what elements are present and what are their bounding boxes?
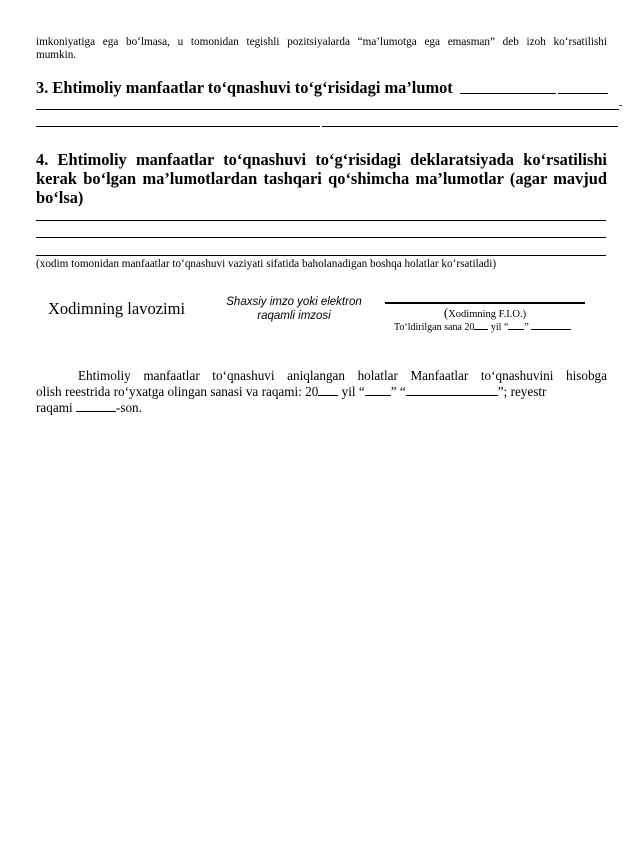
registry-day-blank[interactable]	[365, 384, 391, 396]
registry-line-2-prefix: olish reestrida ro‘yxatga olingan sanasi va raqami: 20	[36, 384, 319, 399]
filled-date-day-blank[interactable]	[508, 320, 524, 330]
intro-line-2: mumkin.	[36, 49, 77, 61]
registry-line-3	[36, 400, 142, 416]
section-4-heading-line-3: bo‘lsa)	[36, 188, 84, 207]
section-4-fill-line-3[interactable]	[36, 255, 606, 256]
registry-line-2-yil: yil “	[338, 384, 365, 399]
registry-year-blank[interactable]	[318, 384, 338, 396]
section-4-fill-line-1[interactable]	[36, 220, 606, 221]
filled-date-quote-close: ”	[524, 322, 532, 333]
full-name-line[interactable]	[385, 302, 585, 304]
section-3-line-dot: -	[619, 100, 623, 111]
registry-line-2-mid: ” “	[390, 384, 406, 399]
filled-date-yil: yil “	[488, 322, 509, 333]
registry-line-2	[36, 384, 607, 400]
section-3-fill-line-b[interactable]	[558, 93, 608, 94]
registry-line-2-suffix: ”; reyestr	[497, 384, 547, 399]
section-3-heading: 3. Ehtimoliy manfaatlar to‘qnashuvi to‘g‘risidagi ma’lumot	[36, 78, 453, 97]
filled-date-month-blank[interactable]	[531, 320, 571, 330]
section-3-fill-line-3b[interactable]	[322, 126, 618, 127]
section-4-heading-line-2: kerak bo‘lgan ma’lumotlardan tashqari qo‘shimcha ma’lumotlar (agar mavjud	[36, 169, 607, 188]
position-label: Xodimning lavozimi	[48, 299, 186, 318]
section-4-fill-line-2[interactable]	[36, 237, 606, 238]
registry-line-2-words	[36, 384, 546, 400]
section-4-note: (xodim tomonidan manfaatlar to‘qnashuvi vaziyati sifatida baholanadigan boshqa holatlar ko‘rsatiladi)	[36, 258, 497, 270]
registry-line-3-suffix: -son.	[115, 400, 142, 415]
section-3-fill-line-2[interactable]	[36, 109, 619, 110]
signature-label-line-2: raqamli imzosi	[257, 310, 331, 322]
signature-label	[220, 295, 368, 323]
registry-number-blank[interactable]	[76, 400, 116, 412]
filled-date-prefix: To‘ldirilgan sana 20	[394, 322, 475, 333]
registry-month-blank[interactable]	[406, 384, 498, 396]
filled-date	[394, 320, 571, 334]
registry-line-1: Ehtimoliy manfaatlar to‘qnashuvi aniqlangan holatlar Manfaatlar to‘qnashuvini hisobga	[78, 368, 607, 383]
section-4-heading-line-1: 4. Ehtimoliy manfaatlar to‘qnashuvi to‘g‘risidagi deklaratsiyada ko‘rsatilishi	[36, 150, 607, 169]
section-3-fill-line-a[interactable]	[460, 93, 556, 94]
intro-line-1: imkoniyatiga ega bo‘lmasa, u tomonidan tegishli pozitsiyalarda “ma’lumotga ega emasman” deb izoh ko‘rsatilishi	[36, 36, 607, 48]
signature-label-line-1: Shaxsiy imzo yoki elektron	[226, 296, 362, 308]
registry-line-3-prefix: raqami	[36, 400, 76, 415]
filled-date-year-blank[interactable]	[474, 320, 488, 330]
section-3-fill-line-3a[interactable]	[36, 126, 320, 127]
full-name-caption-text: Xodimning F.I.O.)	[448, 309, 527, 320]
full-name-caption-paren: (	[443, 305, 449, 320]
